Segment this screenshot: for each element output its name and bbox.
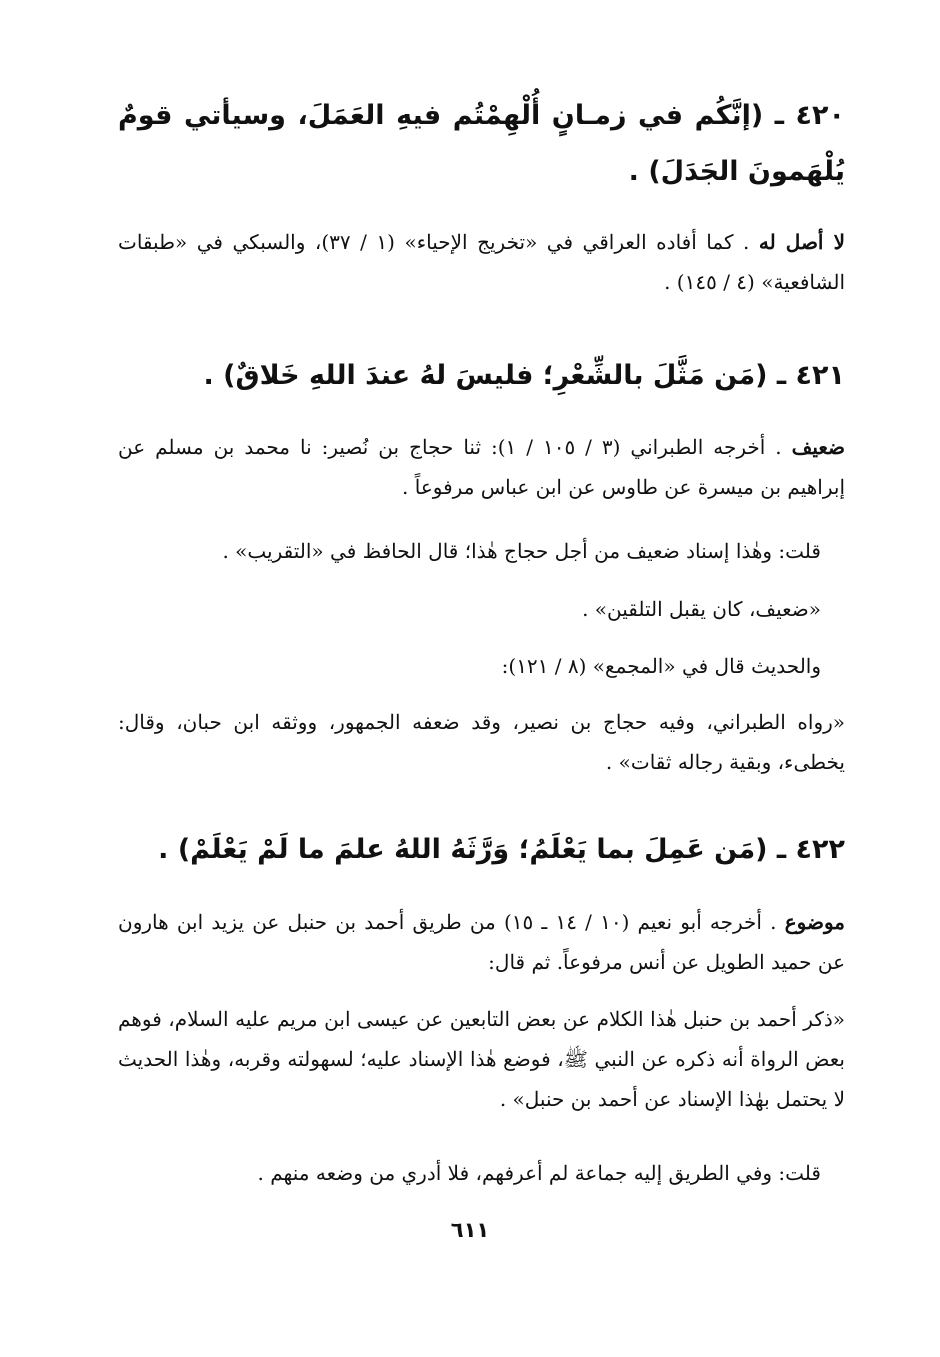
quote-paragraph: «رواه الطبراني، وفيه حجاج بن نصير، وقد ضعفه الجمهور، ووثقه ابن حبان، وقال: يخطىء، وبقية رجاله ثقات» . xyxy=(118,710,845,774)
comment-paragraph: قلت: وهٰذا إسناد ضعيف من أجل حجاج هٰذا؛ قال الحافظ في «التقريب» . xyxy=(222,539,821,563)
verdict-text: . كما أفاده العراقي في «تخريج الإحياء» (١ / ٣٧)، والسبكي في «طبقات الشافعية» (٤ / ١٤٥) . xyxy=(118,230,845,294)
verdict-label: لا أصل له xyxy=(758,230,845,254)
verdict-label: ضعيف xyxy=(791,435,846,459)
page-number: ٦١١ xyxy=(450,1218,490,1242)
hadith-heading-420: ٤٢٠ ـ (إنَّكُم في زمـانٍ أُلْهِمْتُم فيهِ العَمَلَ، وسيأتي قومٌ يُلْهَمونَ الجَدَلَ) . xyxy=(118,100,845,187)
quote-paragraph: «ضعيف، كان يقبل التلقين» . xyxy=(582,597,821,621)
hadith-verdict-422 xyxy=(118,902,845,982)
verdict-text: . أخرجه الطبراني (٣ / ١٠٥ / ١): ثنا حجاج بن نُصير: نا محمد بن مسلم عن إبراهيم بن ميسرة عن طاوس عن ابن عباس مرفوعاً . xyxy=(118,435,845,499)
quote-paragraph: «ذكر أحمد بن حنبل هٰذا الكلام عن بعض التابعين عن عيسى ابن مريم عليه السلام، فوهم بعض الرواة أنه ذكره عن النبي ﷺ، فوضع هٰذا الإسناد عليه؛ لسهولته وقربه، وهٰذا الحديث لا يحتمل بهٰذا الإسناد عن أحمد بن حنبل» . xyxy=(118,1007,845,1111)
verdict-text: . أخرجه أبو نعيم (١٠ / ١٤ ـ ١٥) من طريق أحمد بن حنبل عن يزيد ابن هارون عن حميد الطويل عن أنس مرفوعاً. ثم قال: xyxy=(118,910,845,974)
hadith-verdict-421 xyxy=(118,427,845,507)
hadith-verdict-420 xyxy=(118,222,845,302)
verdict-label: موضوع xyxy=(784,910,845,934)
hadith-heading-421: ٤٢١ ـ (مَن مَثَّلَ بالشِّعْرِ؛ فليسَ لهُ عندَ اللهِ خَلاقٌ) . xyxy=(203,360,845,391)
source-paragraph: والحديث قال في «المجمع» (٨ / ١٢١): xyxy=(501,654,821,678)
hadith-heading-422: ٤٢٢ ـ (مَن عَمِلَ بما يَعْلَمُ؛ وَرَّثَهُ اللهُ علمَ ما لَمْ يَعْلَمْ) . xyxy=(158,834,845,865)
comment-paragraph: قلت: وفي الطريق إليه جماعة لم أعرفهم، فلا أدري من وضعه منهم . xyxy=(257,1161,821,1185)
